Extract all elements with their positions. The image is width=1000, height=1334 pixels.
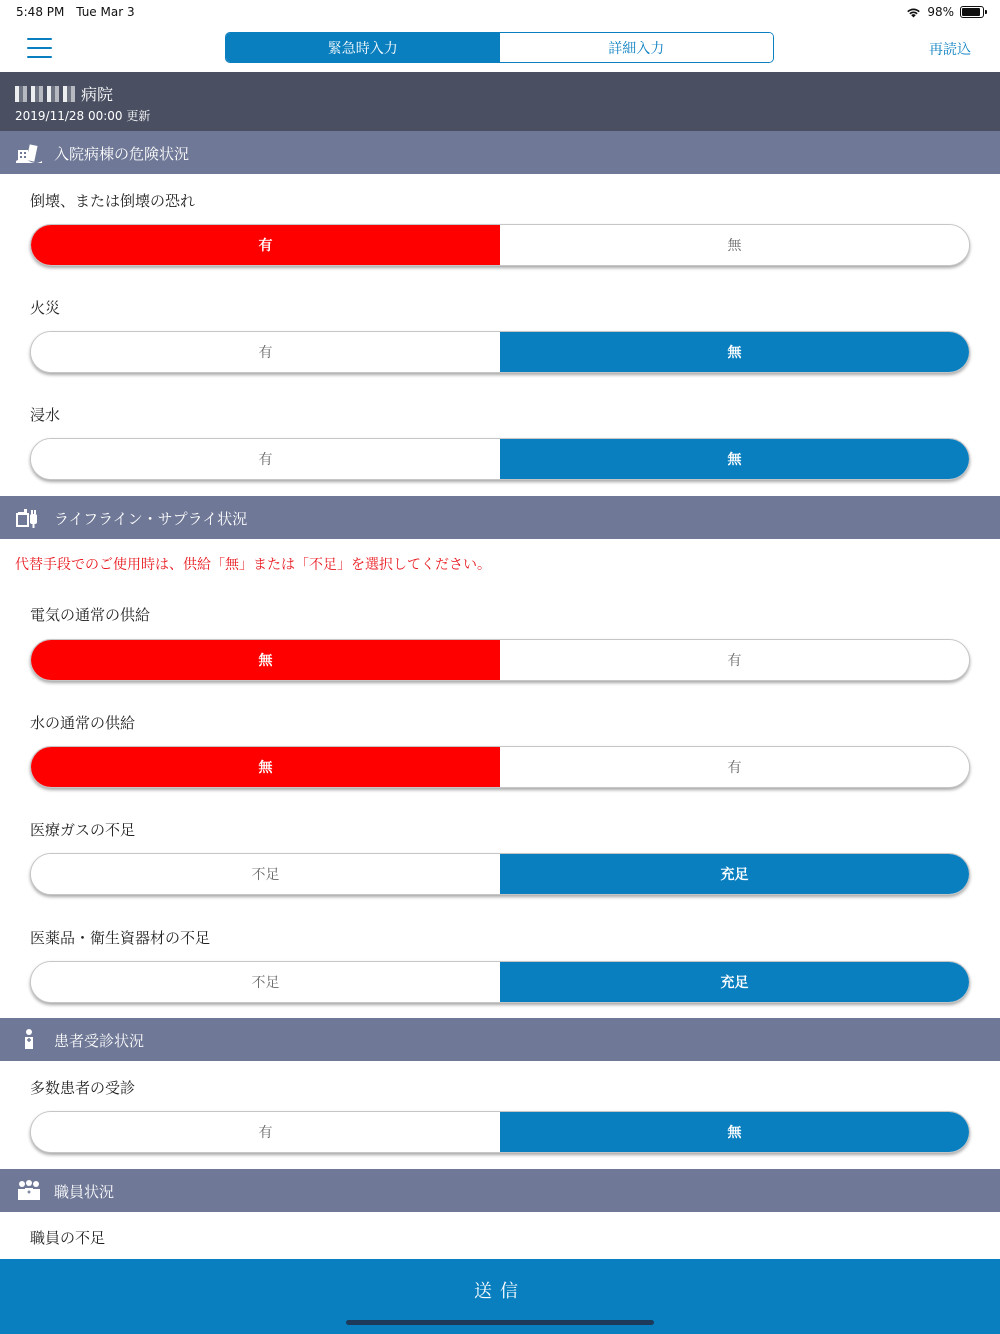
- plug-icon: [16, 506, 42, 528]
- question-label-water: 水の通常の供給: [30, 714, 136, 732]
- patient-icon: [16, 1028, 42, 1050]
- question-label-medical-gas: 医療ガスの不足: [30, 821, 136, 839]
- option-shortage[interactable]: 不足: [31, 854, 500, 894]
- status-clock: 5:48 PM: [16, 5, 65, 19]
- question-label-collapse: 倒壊、または倒壊の恐れ: [30, 192, 196, 210]
- section-title: 入院病棟の危険状況: [54, 145, 190, 163]
- input-mode-segmented-control: [225, 32, 774, 63]
- question-label-medical-supplies: 医薬品・衛生資器材の不足: [30, 929, 211, 947]
- section-header-staff: [0, 1169, 1000, 1212]
- option-no[interactable]: 無: [500, 332, 969, 372]
- option-sufficient[interactable]: 充足: [500, 962, 969, 1002]
- status-right: [906, 5, 984, 19]
- question-label-staff-shortage: 職員の不足: [30, 1229, 106, 1247]
- section-header-patients: [0, 1018, 1000, 1061]
- question-label-electricity: 電気の通常の供給: [30, 606, 151, 624]
- toggle-medical-gas: [30, 853, 970, 895]
- status-time: [16, 5, 135, 19]
- question-label-many-patients: 多数患者の受診: [30, 1079, 136, 1097]
- option-yes[interactable]: 有: [31, 332, 500, 372]
- status-bar: [0, 0, 1000, 24]
- hamburger-menu-icon[interactable]: [27, 38, 52, 58]
- section-title: 職員状況: [54, 1183, 115, 1201]
- redacted-name-mosaic: [15, 86, 79, 102]
- home-indicator: [346, 1320, 654, 1325]
- building-icon: [16, 141, 42, 163]
- option-available[interactable]: 有: [500, 747, 969, 787]
- staff-icon: [16, 1179, 42, 1201]
- option-no[interactable]: 無: [500, 1112, 969, 1152]
- navigation-bar: [0, 24, 1000, 72]
- toggle-collapse: [30, 224, 970, 266]
- toggle-medical-supplies: [30, 961, 970, 1003]
- toggle-fire: [30, 331, 970, 373]
- status-date: Tue Mar 3: [76, 5, 135, 19]
- section-title: 患者受診状況: [54, 1032, 145, 1050]
- send-button-label: 送信: [474, 1281, 526, 1302]
- section-header-lifeline: [0, 496, 1000, 539]
- section-header-ward-danger: [0, 131, 1000, 174]
- question-label-flood: 浸水: [30, 406, 61, 424]
- hospital-header: [0, 72, 1000, 131]
- battery-percent: 98%: [927, 5, 954, 19]
- hospital-name: [15, 82, 113, 105]
- option-none[interactable]: 無: [31, 747, 500, 787]
- option-sufficient[interactable]: 充足: [500, 854, 969, 894]
- toggle-electricity: [30, 639, 970, 681]
- toggle-flood: [30, 438, 970, 480]
- reload-button[interactable]: 再読込: [929, 42, 971, 58]
- hospital-name-text: 病院: [81, 85, 114, 104]
- option-no[interactable]: 無: [500, 225, 969, 265]
- option-none[interactable]: 無: [31, 640, 500, 680]
- battery-icon: [960, 6, 984, 18]
- option-yes[interactable]: 有: [31, 439, 500, 479]
- tab-emergency-input[interactable]: 緊急時入力: [226, 33, 500, 62]
- wifi-icon: [906, 7, 921, 18]
- toggle-many-patients: [30, 1111, 970, 1153]
- toggle-water: [30, 746, 970, 788]
- option-yes[interactable]: 有: [31, 1112, 500, 1152]
- last-updated-text: 2019/11/28 00:00 更新: [15, 109, 151, 123]
- option-available[interactable]: 有: [500, 640, 969, 680]
- tab-detail-input[interactable]: 詳細入力: [500, 33, 774, 62]
- question-label-fire: 火災: [30, 299, 61, 317]
- option-yes[interactable]: 有: [31, 225, 500, 265]
- option-shortage[interactable]: 不足: [31, 962, 500, 1002]
- option-no[interactable]: 無: [500, 439, 969, 479]
- section-title: ライフライン・サプライ状況: [54, 510, 248, 528]
- supply-notice-text: 代替手段でのご使用時は、供給「無」または「不足」を選択してください。: [15, 557, 491, 573]
